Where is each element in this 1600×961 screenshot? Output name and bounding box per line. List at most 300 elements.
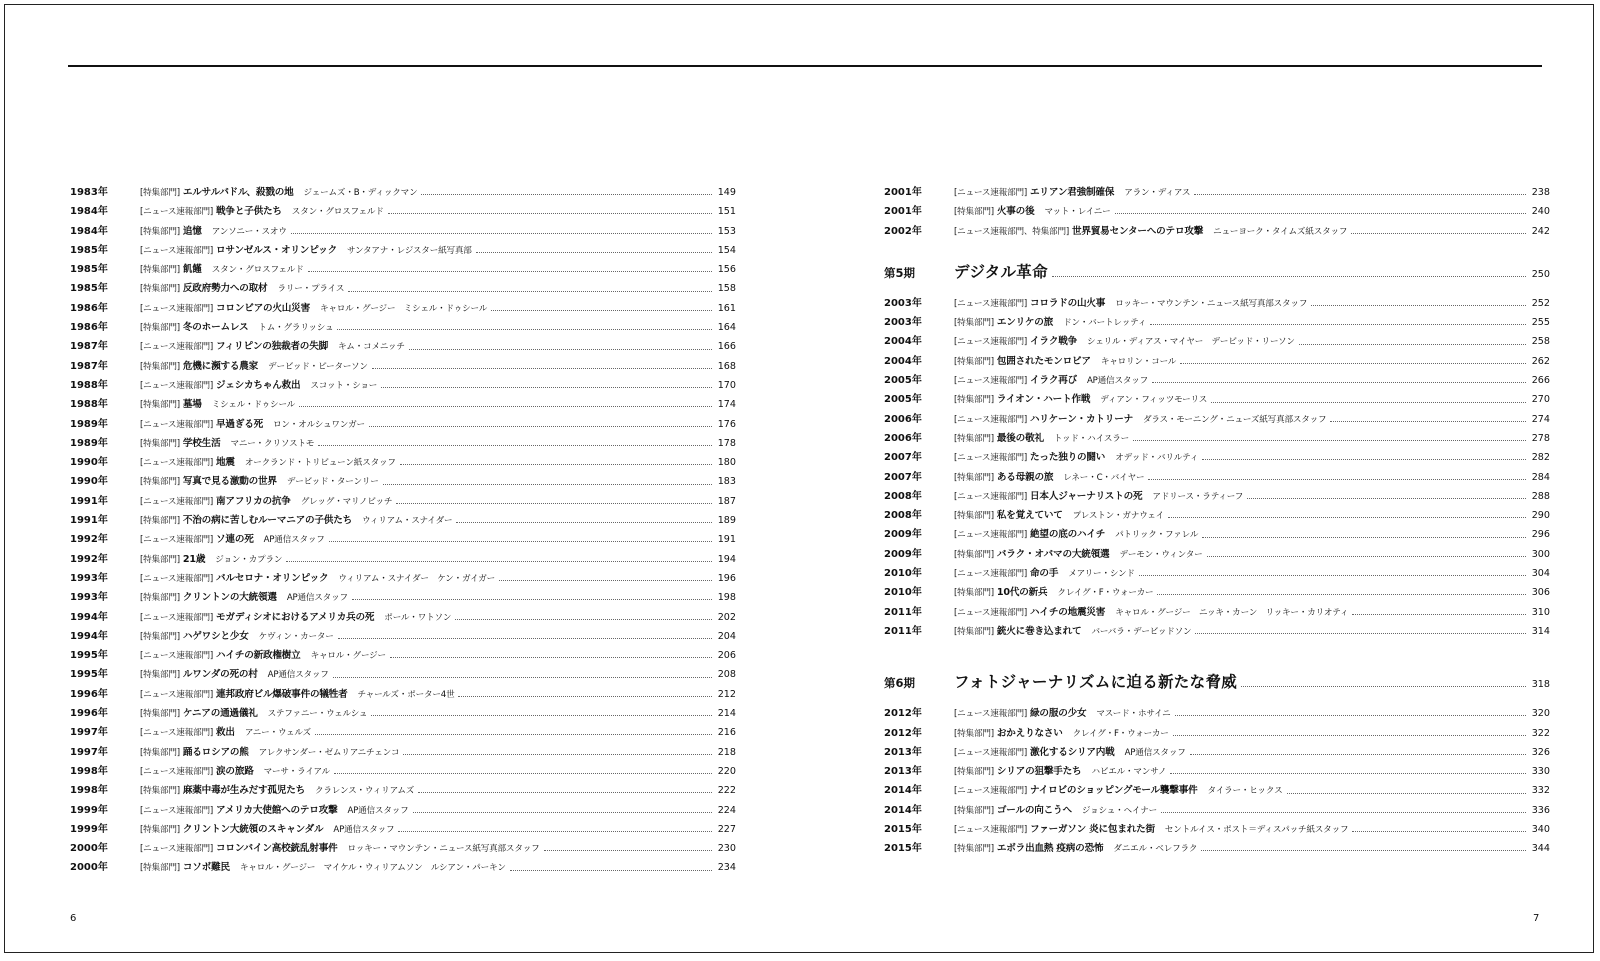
entry-author: トム・グラリッシュ	[258, 323, 334, 334]
period-page: 318	[1531, 679, 1550, 691]
entry-title: バルセロナ・オリンピック	[216, 572, 329, 584]
entry-title: ジェシカちゃん救出	[216, 379, 301, 391]
entry-year: 1998年	[70, 765, 108, 777]
toc-entry	[884, 352, 1550, 371]
entry-author: キャロル・グージー ニッキ・カーン リッキー・カリオティ	[1115, 607, 1349, 618]
entry-author: パトリック・ファレル	[1115, 530, 1199, 541]
entry-author: キャロル・グージー	[310, 651, 386, 662]
entry-category: [特集部門]	[140, 824, 180, 835]
entry-year: 2014年	[884, 785, 922, 797]
entry-year: 1997年	[70, 746, 108, 758]
entry-page: 326	[1531, 746, 1550, 758]
entry-title: 包囲されたモンロビア	[996, 355, 1091, 367]
entry-title: 私を覚えていて	[996, 510, 1063, 522]
toc-entry	[884, 781, 1550, 800]
entry-page: 151	[717, 206, 736, 218]
entry-title: アメリカ大使館へのテロ攻撃	[216, 804, 338, 816]
entry-page: 240	[1531, 206, 1550, 218]
dot-leader	[1352, 831, 1526, 832]
entry-author: キャロリン・コール	[1100, 356, 1177, 367]
entry-category: [ニュース速報部門]	[140, 207, 214, 218]
entry-year: 1994年	[70, 630, 108, 642]
dot-leader	[338, 638, 712, 639]
entry-author: ダニエル・ベレフラク	[1113, 844, 1198, 855]
toc-entry	[70, 299, 736, 318]
entry-year: 1986年	[70, 322, 108, 334]
dot-leader	[299, 406, 712, 407]
period-title: デジタル革命	[954, 262, 1048, 281]
entry-page: 191	[717, 534, 736, 546]
entry-category: [特集部門]	[140, 593, 180, 604]
entry-page: 220	[717, 765, 736, 777]
dot-leader	[1150, 324, 1526, 325]
toc-entry	[884, 202, 1550, 221]
entry-page: 218	[717, 746, 736, 758]
entry-category: [特集部門]	[954, 549, 994, 560]
entry-author: デービッド・ピーターソン	[268, 361, 368, 372]
entry-author: アンソニー・スオウ	[211, 226, 287, 237]
entry-title: ハイチの地震災害	[1030, 606, 1106, 618]
entry-page: 255	[1531, 317, 1550, 329]
entry-author: オークランド・トリビューン紙スタッフ	[244, 458, 396, 469]
toc-entry	[70, 820, 736, 839]
entry-page: 196	[717, 572, 736, 584]
entry-title: コロラドの山火事	[1030, 297, 1106, 309]
toc-entry	[884, 839, 1550, 858]
dot-leader	[1207, 556, 1526, 557]
entry-category: [特集部門]	[140, 188, 180, 198]
entry-year: 2003年	[884, 297, 922, 309]
entry-author: アレクサンダー・ゼムリアニチェンコ	[258, 747, 400, 758]
entry-year: 1985年	[70, 264, 108, 276]
entry-page: 212	[717, 688, 736, 700]
entry-author: スタン・グロスフェルド	[291, 207, 384, 218]
entry-author: マット・レイニー	[1044, 207, 1111, 218]
entry-page: 216	[717, 727, 736, 739]
entry-author: ジョン・カプラン	[215, 554, 283, 565]
entry-category: [ニュース速報部門]	[140, 651, 214, 662]
entry-category: [特集部門]	[954, 588, 994, 599]
entry-author: クレイグ・F・ウォーカー	[1057, 588, 1154, 599]
entry-author: アニー・ウェルズ	[244, 728, 311, 739]
entry-year: 2012年	[884, 708, 922, 720]
entry-author: AP通信スタッフ	[333, 824, 395, 835]
entry-page: 206	[717, 650, 736, 662]
dot-leader	[381, 387, 712, 388]
entry-page: 266	[1531, 375, 1550, 387]
entry-author: ロッキー・マウンテン・ニュース紙写真部スタッフ	[347, 844, 540, 855]
entry-year: 1998年	[70, 785, 108, 797]
toc-entry	[884, 525, 1550, 544]
entry-title: エボラ出血熱 疫病の恐怖	[996, 843, 1104, 855]
toc-entry	[70, 415, 736, 434]
entry-page: 170	[717, 379, 736, 391]
entry-category: [特集部門]	[140, 709, 180, 720]
entry-author: クレイグ・F・ウォーカー	[1072, 728, 1169, 739]
entry-category: [ニュース速報部門]	[140, 535, 214, 546]
dot-leader	[418, 792, 712, 793]
spacer	[884, 241, 1550, 259]
dot-leader	[334, 773, 712, 774]
toc-entry	[70, 241, 736, 260]
entry-author: サンタアナ・レジスター紙写真部	[347, 245, 472, 256]
entry-title: 不治の病に苦しむルーマニアの子供たち	[182, 515, 352, 527]
entry-page: 194	[717, 553, 736, 565]
entry-category: [特集部門]	[954, 356, 994, 367]
dot-leader	[1173, 735, 1526, 736]
entry-title: 火事の後	[996, 206, 1035, 218]
dot-leader	[403, 754, 712, 755]
dot-leader	[1202, 459, 1526, 460]
entry-category: [ニュース速報部門]	[140, 342, 214, 353]
dot-leader	[1330, 421, 1526, 422]
entry-page: 168	[717, 360, 736, 372]
entry-author: シェリル・ディアス・マイヤー デービッド・リーソン	[1087, 337, 1295, 348]
dot-leader	[413, 812, 712, 813]
entry-author: マスード・ホサイニ	[1096, 709, 1171, 720]
dot-leader	[1299, 344, 1526, 345]
dot-leader	[1194, 194, 1526, 195]
entry-year: 2003年	[884, 317, 922, 329]
toc-entry	[884, 603, 1550, 622]
toc-entry	[70, 839, 736, 858]
entry-title: ハイチの新政権樹立	[216, 650, 301, 662]
entry-page: 166	[717, 341, 736, 353]
entry-year: 1985年	[70, 244, 108, 256]
entry-category: [ニュース速報部門]	[954, 376, 1028, 387]
entry-page: 290	[1531, 510, 1550, 522]
entry-year: 1997年	[70, 727, 108, 739]
entry-title: シリアの狙撃手たち	[996, 766, 1082, 778]
entry-page: 208	[717, 669, 736, 681]
entry-page: 262	[1531, 355, 1550, 367]
dot-leader	[371, 715, 712, 716]
entry-author: デーモン・ウィンター	[1119, 549, 1203, 560]
entry-title: ハゲワシと少女	[182, 630, 249, 642]
dot-leader	[1161, 812, 1526, 813]
entry-category: [特集部門]	[954, 318, 994, 329]
entry-author: ロッキー・マウンテン・ニュース紙写真部スタッフ	[1115, 298, 1308, 309]
entry-author: ステファニー・ウェルシュ	[267, 709, 368, 720]
entry-page: 300	[1531, 548, 1550, 560]
entry-year: 1991年	[70, 495, 108, 507]
spacer	[884, 641, 1550, 669]
entry-category: [ニュース速報部門]	[954, 453, 1028, 464]
entry-title: 踊るロシアの熊	[182, 746, 249, 758]
entry-category: [特集部門]	[140, 323, 180, 334]
entry-year: 2010年	[884, 568, 922, 580]
dot-leader	[369, 426, 712, 427]
entry-year: 1988年	[70, 399, 108, 411]
dot-leader	[476, 252, 712, 253]
dot-leader	[352, 599, 712, 600]
entry-title: ライオン・ハート作戦	[996, 394, 1091, 406]
entry-year: 1991年	[70, 515, 108, 527]
toc-entry	[70, 665, 736, 684]
toc-entry	[70, 781, 736, 800]
entry-page: 174	[717, 399, 736, 411]
entry-title: 戦争と子供たち	[216, 206, 282, 218]
entry-year: 2002年	[884, 225, 922, 237]
toc-entry	[70, 801, 736, 820]
entry-author: ポール・ワトソン	[384, 612, 452, 623]
entry-year: 1986年	[70, 302, 108, 314]
toc-entry	[70, 608, 736, 627]
entry-category: [特集部門]	[140, 265, 180, 276]
entry-category: [ニュース速報部門]	[140, 689, 214, 700]
toc-entry	[884, 487, 1550, 506]
entry-page: 178	[717, 437, 736, 449]
toc-entry	[884, 704, 1550, 723]
entry-page: 310	[1531, 606, 1550, 618]
entry-page: 183	[717, 476, 736, 488]
toc-entry	[70, 511, 736, 530]
dot-leader	[1115, 213, 1526, 214]
toc-left-column	[70, 183, 736, 878]
entry-category: [特集部門]	[140, 554, 180, 565]
entry-page: 158	[717, 283, 736, 295]
entry-category: [ニュース速報部門]	[954, 298, 1028, 309]
entry-page: 224	[717, 804, 736, 816]
toc-entry	[884, 506, 1550, 525]
entry-author: AP通信スタッフ	[263, 535, 325, 546]
toc-entry	[884, 622, 1550, 641]
entry-year: 1993年	[70, 572, 108, 584]
entry-author: タイラー・ヒックス	[1207, 786, 1283, 797]
entry-title: イラク戦争	[1030, 336, 1077, 348]
toc-entry	[884, 371, 1550, 390]
entry-category: [ニュース速報部門]	[140, 844, 214, 855]
entry-category: [ニュース速報部門]	[140, 612, 214, 623]
entry-category: [特集部門]	[954, 728, 994, 739]
entry-category: [ニュース速報部門]	[140, 805, 214, 816]
dot-leader	[1175, 715, 1526, 716]
page-number-right: 7	[1533, 913, 1540, 924]
entry-category: [ニュース速報部門]	[954, 569, 1028, 580]
period-heading	[884, 669, 1550, 696]
entry-page: 180	[717, 457, 736, 469]
entry-page: 227	[717, 823, 736, 835]
dot-leader	[388, 213, 712, 214]
entry-author: ラリー・プライス	[277, 284, 345, 295]
entry-year: 2015年	[884, 824, 922, 836]
entry-author: AP通信スタッフ	[286, 593, 348, 604]
entry-year: 1989年	[70, 418, 108, 430]
entry-author: ドン・バートレッティ	[1063, 318, 1147, 329]
entry-title: 南アフリカの抗争	[216, 495, 291, 507]
entry-year: 1994年	[70, 611, 108, 623]
entry-year: 1993年	[70, 592, 108, 604]
period-label: 第6期	[884, 676, 916, 691]
entry-title: 写真で見る激動の世界	[182, 476, 277, 488]
dot-leader	[337, 329, 712, 330]
entry-category: [特集部門]	[954, 433, 994, 444]
entry-category: [ニュース速報部門、特集部門]	[954, 226, 1069, 237]
entry-year: 2000年	[70, 843, 108, 855]
toc-entry	[70, 318, 736, 337]
dot-leader	[400, 464, 712, 465]
entry-category: [特集部門]	[140, 284, 180, 295]
entry-title: 21歳	[182, 553, 206, 565]
entry-page: 154	[717, 244, 736, 256]
entry-title: 麻薬中毒が生みだす孤児たち	[182, 785, 306, 797]
entry-category: [ニュース速報部門]	[140, 458, 214, 469]
entry-year: 1999年	[70, 804, 108, 816]
entry-category: [ニュース速報部門]	[954, 530, 1028, 541]
entry-category: [特集部門]	[140, 747, 180, 758]
entry-title: クリントンの大統領選	[182, 592, 277, 604]
toc-entry	[70, 279, 736, 298]
toc-entry	[70, 723, 736, 742]
entry-page: 252	[1531, 297, 1550, 309]
entry-page: 238	[1531, 187, 1550, 198]
entry-author: ダラス・モーニング・ニューズ紙写真部スタッフ	[1142, 414, 1327, 425]
entry-category: [特集部門]	[954, 511, 994, 522]
dot-leader	[1201, 850, 1526, 851]
dot-leader	[383, 484, 712, 485]
entry-title: バラク・オバマの大統領選	[996, 548, 1110, 560]
toc-entry	[70, 472, 736, 491]
dot-leader	[1157, 594, 1526, 595]
entry-author: マーサ・ライアル	[263, 766, 330, 777]
entry-year: 2001年	[884, 206, 922, 218]
entry-category: [ニュース速報部門]	[954, 709, 1028, 720]
entry-year: 2004年	[884, 355, 922, 367]
entry-category: [ニュース速報部門]	[140, 380, 214, 391]
entry-category: [特集部門]	[140, 670, 180, 681]
entry-year: 2005年	[884, 375, 922, 387]
entry-page: 258	[1531, 336, 1550, 348]
entry-year: 2011年	[884, 625, 922, 637]
toc-entry	[884, 762, 1550, 781]
entry-title: コロンビアの火山災害	[216, 302, 310, 314]
entry-category: [特集部門]	[954, 844, 994, 855]
toc-entry	[70, 588, 736, 607]
entry-year: 2001年	[884, 187, 922, 198]
dot-leader	[390, 657, 712, 658]
entry-page: 149	[717, 187, 736, 198]
entry-category: [ニュース速報部門]	[954, 491, 1028, 502]
toc-entry	[884, 183, 1550, 202]
dot-leader	[1287, 793, 1526, 794]
entry-page: 344	[1531, 843, 1550, 855]
entry-page: 284	[1531, 471, 1550, 483]
top-rule	[68, 65, 1542, 67]
entry-page: 204	[717, 630, 736, 642]
entry-year: 2006年	[884, 413, 922, 425]
toc-entry	[884, 429, 1550, 448]
entry-page: 330	[1531, 766, 1550, 778]
entry-page: 322	[1531, 727, 1550, 739]
entry-author: クラレンス・ウィリアムズ	[315, 786, 415, 797]
entry-category: [特集部門]	[954, 207, 994, 218]
entry-year: 2012年	[884, 727, 922, 739]
entry-author: チャールズ・ポーター4世	[357, 689, 455, 700]
toc-entry	[70, 704, 736, 723]
entry-year: 2000年	[70, 862, 108, 874]
entry-author: バーバラ・デービッドソン	[1091, 626, 1192, 637]
entry-author: トッド・ハイスラー	[1053, 433, 1130, 444]
entry-author: メアリー・シンド	[1068, 569, 1135, 580]
entry-year: 2007年	[884, 471, 922, 483]
entry-title: 最後の敬礼	[996, 432, 1044, 444]
entry-author: AP通信スタッフ	[1087, 376, 1149, 387]
entry-page: 198	[717, 592, 736, 604]
toc-entry	[70, 550, 736, 569]
entry-page: 340	[1531, 824, 1550, 836]
dot-leader	[1202, 537, 1526, 538]
dot-leader	[1133, 440, 1526, 441]
entry-title: ファーガソン 炎に包まれた街	[1030, 824, 1155, 836]
entry-author: セントルイス・ポスト＝ディスパッチ紙スタッフ	[1164, 825, 1349, 836]
toc-entry	[70, 762, 736, 781]
entry-category: [ニュース速報部門]	[954, 607, 1028, 618]
toc-entry	[884, 583, 1550, 602]
entry-author: ケヴィン・カーター	[258, 631, 334, 642]
entry-year: 2015年	[884, 843, 922, 855]
entry-author: オデッド・バリルティ	[1115, 453, 1199, 464]
entry-title: エンリケの旅	[996, 317, 1054, 329]
entry-year: 2014年	[884, 804, 922, 816]
entry-title: 涙の旅路	[216, 765, 254, 777]
entry-author: デービッド・ターンリー	[286, 477, 379, 488]
entry-title: 早過ぎる死	[216, 418, 263, 430]
toc-entry	[70, 743, 736, 762]
dot-leader	[456, 522, 712, 523]
entry-category: [特集部門]	[140, 477, 180, 488]
entry-year: 1989年	[70, 437, 108, 449]
dot-leader	[1152, 382, 1526, 383]
toc-entry	[70, 646, 736, 665]
dot-leader	[510, 870, 712, 871]
entry-year: 1984年	[70, 225, 108, 237]
toc-entry	[884, 801, 1550, 820]
dot-leader	[1247, 498, 1526, 499]
toc-entry	[884, 448, 1550, 467]
dot-leader	[1211, 402, 1526, 403]
toc-entry	[70, 376, 736, 395]
entry-author: ニューヨーク・タイムズ紙スタッフ	[1213, 226, 1348, 237]
dot-leader	[544, 850, 712, 851]
entry-author: アラン・ディアス	[1124, 188, 1191, 198]
entry-author: ロン・オルシュワンガー	[273, 419, 365, 430]
entry-category: [ニュース速報部門]	[954, 786, 1028, 797]
entry-year: 1988年	[70, 379, 108, 391]
toc-entry	[70, 222, 736, 241]
entry-page: 214	[717, 708, 736, 720]
period-page: 250	[1531, 268, 1550, 280]
entry-category: [特集部門]	[954, 472, 994, 483]
entry-page: 161	[717, 302, 736, 314]
dot-leader	[458, 696, 712, 697]
entry-category: [特集部門]	[140, 631, 180, 642]
toc-entry	[884, 468, 1550, 487]
entry-category: [ニュース速報部門]	[954, 825, 1028, 836]
period-title: フォトジャーナリズムに迫る新たな脅威	[954, 673, 1238, 692]
entry-category: [特集部門]	[140, 786, 180, 797]
dot-leader	[1168, 517, 1526, 518]
entry-year: 2011年	[884, 606, 922, 618]
entry-page: 202	[717, 611, 736, 623]
entry-author: グレッグ・マリノビッチ	[300, 496, 393, 507]
entry-page: 270	[1531, 394, 1550, 406]
entry-title: フィリピンの独裁者の失脚	[216, 341, 328, 353]
entry-author: AP通信スタッフ	[1124, 747, 1186, 758]
entry-year: 2010年	[884, 587, 922, 599]
toc-entry	[884, 222, 1550, 241]
entry-title: 救出	[216, 727, 235, 739]
toc-entry	[70, 434, 736, 453]
